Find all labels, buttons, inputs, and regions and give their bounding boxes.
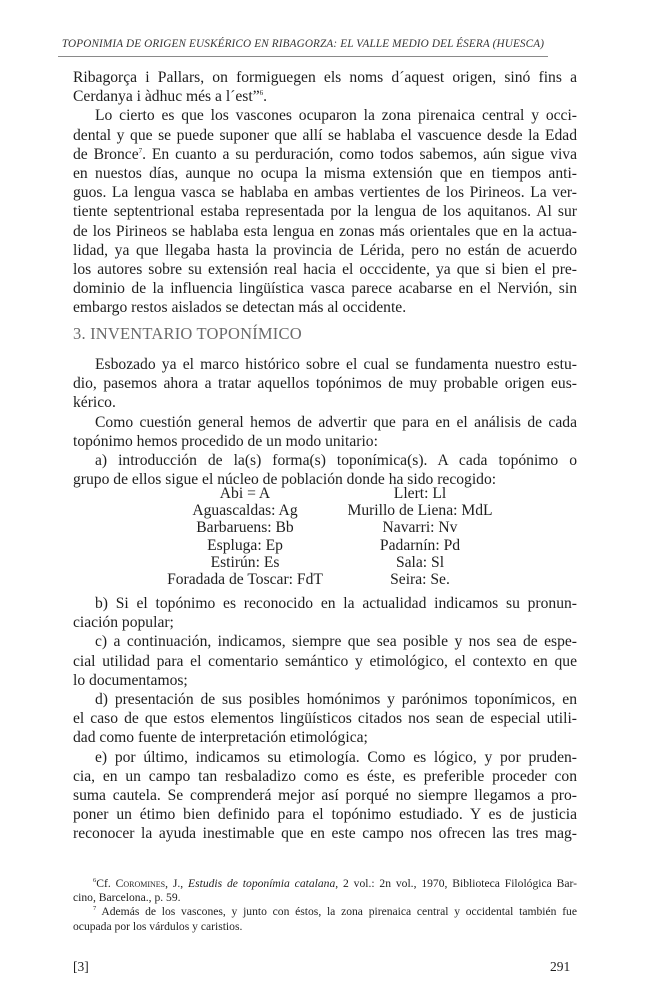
text-line	[73, 145, 577, 164]
text-line: el caso de que estos elementos lingüísticos citados nos sean de especial utili-	[73, 710, 577, 728]
place-code: Murillo de Liena: MdL	[347, 502, 493, 520]
text-line: b) Si el topónimo es reconocido en la actualidad indicamos su pronun-	[95, 595, 577, 612]
body-text-top	[73, 68, 577, 317]
text-line: poner un étimo bien definido para el topónimo estudiado. Y es de justicia	[73, 806, 577, 824]
place-code: Abi = A	[219, 485, 271, 502]
text-line: tiente septentrional estaba representada por la lengua de los aquitanos. Al sur	[73, 203, 577, 221]
footnote-number: 6	[93, 877, 97, 884]
text-line: Lo cierto es que los vascones ocuparon la zona pirenaica central y occi-	[95, 107, 577, 125]
text-line: topónimo hemos procedido de un modo unitario:	[73, 432, 378, 450]
text-line: Como cuestión general hemos de advertir que para en el análisis de cada	[95, 413, 577, 431]
text-line: cia, en un campo tan resbaladizo como es éste, es preferible proceder con	[73, 767, 577, 785]
body-text-mid	[73, 355, 577, 489]
text-line: guos. La lengua vasca se hablaba en ambas vertientes de los Pirineos. La ver-	[73, 184, 577, 202]
text-fragment: de Bronce	[73, 145, 139, 163]
text-line: de los Pirineos se hablaba esta lengua en zonas más orientales que en la actua-	[73, 222, 577, 240]
footnote-ref-6: 6	[259, 89, 264, 98]
place-code: Llert: Ll	[393, 485, 447, 502]
text-fragment: Además de los vascones, y junto con éstos, la zona pirenaica central y occidental también fue	[101, 905, 578, 919]
folio-section-number: [3]	[73, 959, 89, 974]
place-code: Estirún: Es	[210, 553, 280, 571]
text-line: lo documentamos;	[73, 671, 188, 689]
footnote-6	[73, 877, 577, 891]
footnote-7	[73, 905, 577, 919]
footnote-7-cont: ocupada por los várdulos y caristios.	[73, 919, 243, 933]
text-line: Ribagorça i Pallars, on formiguegen els noms d´aquest origen, sinó fins a	[73, 69, 577, 86]
text-line: a) introducción de la(s) forma(s) toponímica(s). A cada topónimo o	[95, 451, 577, 469]
text-fragment: , J.,	[165, 877, 189, 890]
place-code: Seira: Se.	[390, 570, 450, 588]
page-number: 291	[550, 959, 571, 974]
quote-end: Cerdanya i àdhuc més a l´est”	[73, 88, 260, 106]
text-line: grupo de ellos sigue el núcleo de población donde ha sido recogido:	[73, 471, 497, 489]
text-line: Esbozado ya el marco histórico sobre el cual se fundamenta nuestro estu-	[95, 356, 577, 373]
text-line: dental y que se puede suponer que allí se hablaba el vascuence desde la Edad	[73, 126, 577, 144]
text-line: ciación popular;	[73, 614, 174, 632]
text-line: e) por último, indicamos su etimología. Como es lógico, y por pruden-	[95, 748, 577, 766]
place-code: Foradada de Toscar: FdT	[167, 570, 323, 588]
section-heading: 3. INVENTARIO TOPONÍMICO	[73, 324, 302, 343]
place-code: Espluga: Ep	[207, 536, 283, 554]
text-line: embargo restos aislados se detectan más al occidente.	[73, 299, 407, 317]
body-text-bottom	[73, 594, 577, 843]
place-code: Aguascaldas: Ag	[192, 502, 298, 520]
place-code: Barbaruens: Bb	[196, 519, 294, 537]
footnotes	[73, 877, 577, 934]
text-fragment: , 2 vol.: 2n vol., 1970, Biblioteca Filológica Bar-	[335, 877, 577, 890]
text-line: en nuestos días, aunque no ocupa la misma extensión que en tiempos anti-	[73, 164, 577, 182]
text-line: los autores sobre su extensión real hacia el occcidente, ya que si bien el pre-	[73, 260, 577, 278]
text-line: suma cautela. Se comprenderá mejor así porqué no siempre llegamos a pro-	[73, 786, 577, 804]
footnote-number: 7	[93, 905, 97, 913]
period: .	[263, 88, 268, 106]
text-line: cial utilidad para el comentario semántico y etimológico, el contexto en que	[73, 652, 577, 670]
text-line: dominio de la influencia lingüística vasca parece acabarse en el Nervión, sin	[73, 280, 577, 298]
author-name: Coromines	[115, 877, 166, 890]
text-line: lidad, ya que llegaba hasta la provincia de Lérida, pero no están de acuerdo	[73, 241, 577, 259]
footnote-6-cont: cino, Barcelona., p. 59.	[73, 891, 181, 905]
running-head: TOPONIMIA DE ORIGEN EUSKÉRICO EN RIBAGORZA: EL VALLE MEDIO DEL ÉSERA (HUESCA)	[61, 38, 545, 50]
place-code: Navarri: Nv	[382, 519, 458, 537]
place-codes-right	[310, 485, 530, 588]
text-line: dio, pasemos ahora a tratar aquellos topónimos de muy probable origen eus-	[73, 375, 577, 393]
book-title: Estudis de toponímia catalana	[188, 877, 336, 890]
text-fragment: Cf.	[96, 877, 116, 890]
text-line: kérico.	[73, 394, 116, 412]
footnote-ref-7: 7	[138, 146, 143, 155]
text-line	[73, 87, 577, 106]
text-line: d) presentación de sus posibles homónimos y parónimos toponímicos, en	[95, 690, 577, 708]
header-rule	[58, 56, 548, 57]
text-fragment: . En cuanto a su perduración, como todos sabemos, aún sigue viva	[142, 145, 577, 163]
place-code: Padarnín: Pd	[379, 536, 461, 554]
text-line: c) a continuación, indicamos, siempre que sea posible y nos sea de espe-	[95, 633, 577, 651]
place-code: Sala: Sl	[395, 553, 445, 571]
text-line: dad como fuente de interpretación etimológica;	[73, 729, 368, 747]
text-line: reconocer la ayuda inestimable que en este campo nos ofrecen las tres mag-	[73, 825, 577, 843]
